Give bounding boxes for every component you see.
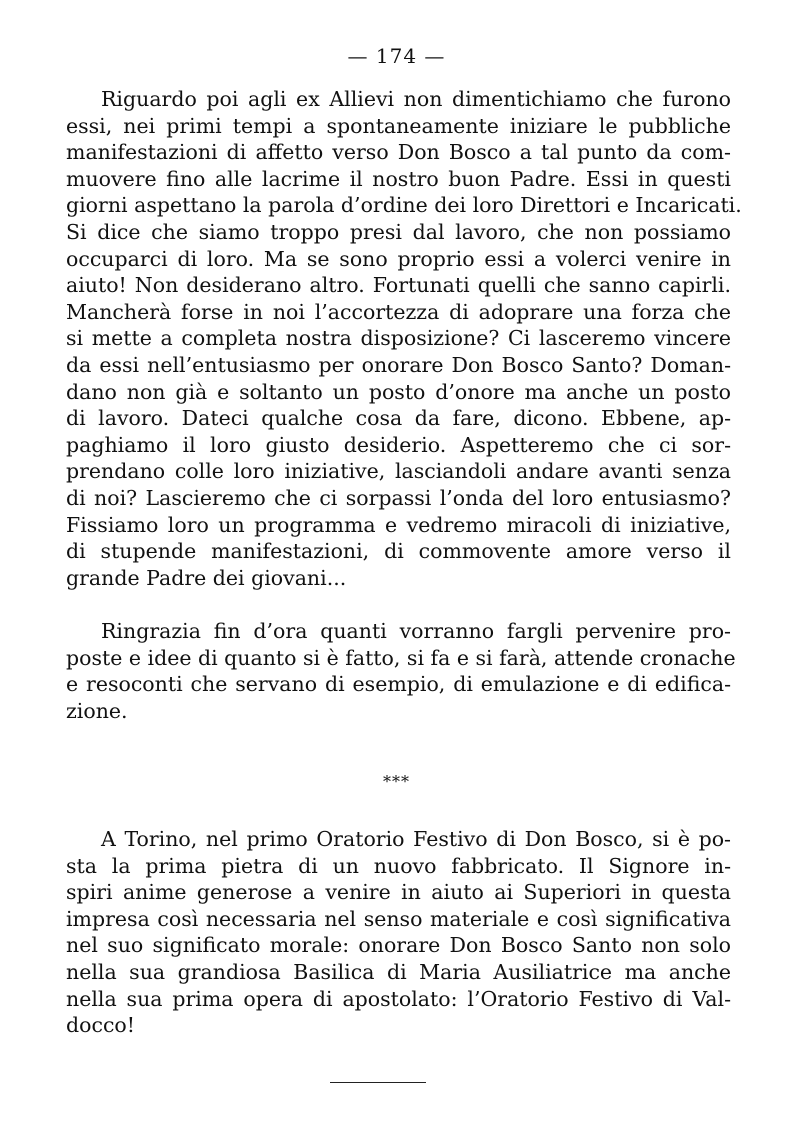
text-line: essi, nei primi tempi a spontaneamente iniziare le pubbliche: [66, 113, 731, 138]
text-line: zione.: [66, 698, 128, 723]
text-line: occuparci di loro. Ma se sono proprio essi a volerci venire in: [66, 246, 731, 271]
text-line: manifestazioni di affetto verso Don Bosco a tal punto da com-: [66, 140, 731, 165]
text-line: si mette a completa nostra disposizione? Ci lasceremo vincere: [66, 326, 731, 351]
end-rule: [330, 1082, 426, 1083]
text-line: nella sua prima opera di apostolato: l’Oratorio Festivo di Val-: [66, 986, 731, 1011]
text-line: A Torino, nel primo Oratorio Festivo di Don Bosco, si è po-: [101, 827, 731, 851]
text-line: di stupende manifestazioni, di commovente amore verso il: [66, 539, 731, 564]
text-line: spiri anime generose a venire in aiuto ai Superiori in questa: [66, 880, 731, 905]
text-line: dano non già e soltanto un posto d’onore ma anche un posto: [66, 379, 731, 404]
text-line: di noi? Lascieremo che ci sorpassi l’onda del loro entusiasmo?: [66, 485, 731, 510]
text-line: muovere fino alle lacrime il nostro buon Padre. Essi in questi: [66, 166, 731, 191]
paragraph-torino: [66, 826, 731, 1039]
text-line: Fissiamo loro un programma e vedremo miracoli di iniziative,: [66, 512, 731, 537]
text-line: prendano colle loro iniziative, lasciandoli andare avanti senza: [66, 459, 731, 484]
paragraph-ringrazia: [66, 618, 736, 724]
paragraph-ex-allievi: [66, 86, 742, 591]
text-line: Ringrazia fin d’ora quanti vorranno fargli pervenire pro-: [101, 619, 731, 643]
text-line: docco!: [66, 1013, 136, 1038]
text-line: e resoconti che servano di esempio, di emulazione e di edifica-: [66, 672, 731, 697]
text-line: da essi nell’entusiasmo per onorare Don Bosco Santo? Doman-: [66, 352, 731, 377]
text-line: di lavoro. Dateci qualche cosa da fare, dicono. Ebbene, ap-: [66, 406, 731, 431]
text-line: aiuto! Non desiderano altro. Fortunati quelli che sanno capirli.: [66, 273, 731, 298]
text-line: nel suo significato morale: onorare Don Bosco Santo non solo: [66, 933, 731, 958]
section-separator: ***: [383, 772, 410, 791]
page-number: — 174 —: [347, 44, 446, 68]
text-line: Mancherà forse in noi l’accortezza di adoprare una forza che: [66, 299, 731, 324]
text-line: Riguardo poi agli ex Allievi non dimentichiamo che furono: [101, 87, 731, 111]
text-line: nella sua grandiosa Basilica di Maria Ausiliatrice ma anche: [66, 959, 731, 984]
text-line: poste e idee di quanto si è fatto, si fa e si farà, attende cronache: [66, 645, 736, 670]
text-line: grande Padre dei giovani...: [66, 565, 347, 590]
text-line: giorni aspettano la parola d’ordine dei loro Direttori e Incaricati.: [66, 193, 742, 218]
text-line: impresa così necessaria nel senso materiale e così significativa: [66, 906, 731, 931]
text-line: sta la prima pietra di un nuovo fabbricato. Il Signore in-: [66, 853, 731, 878]
text-line: Si dice che siamo troppo presi dal lavoro, che non possiamo: [66, 219, 731, 244]
text-line: paghiamo il loro giusto desiderio. Aspetteremo che ci sor-: [66, 432, 731, 457]
